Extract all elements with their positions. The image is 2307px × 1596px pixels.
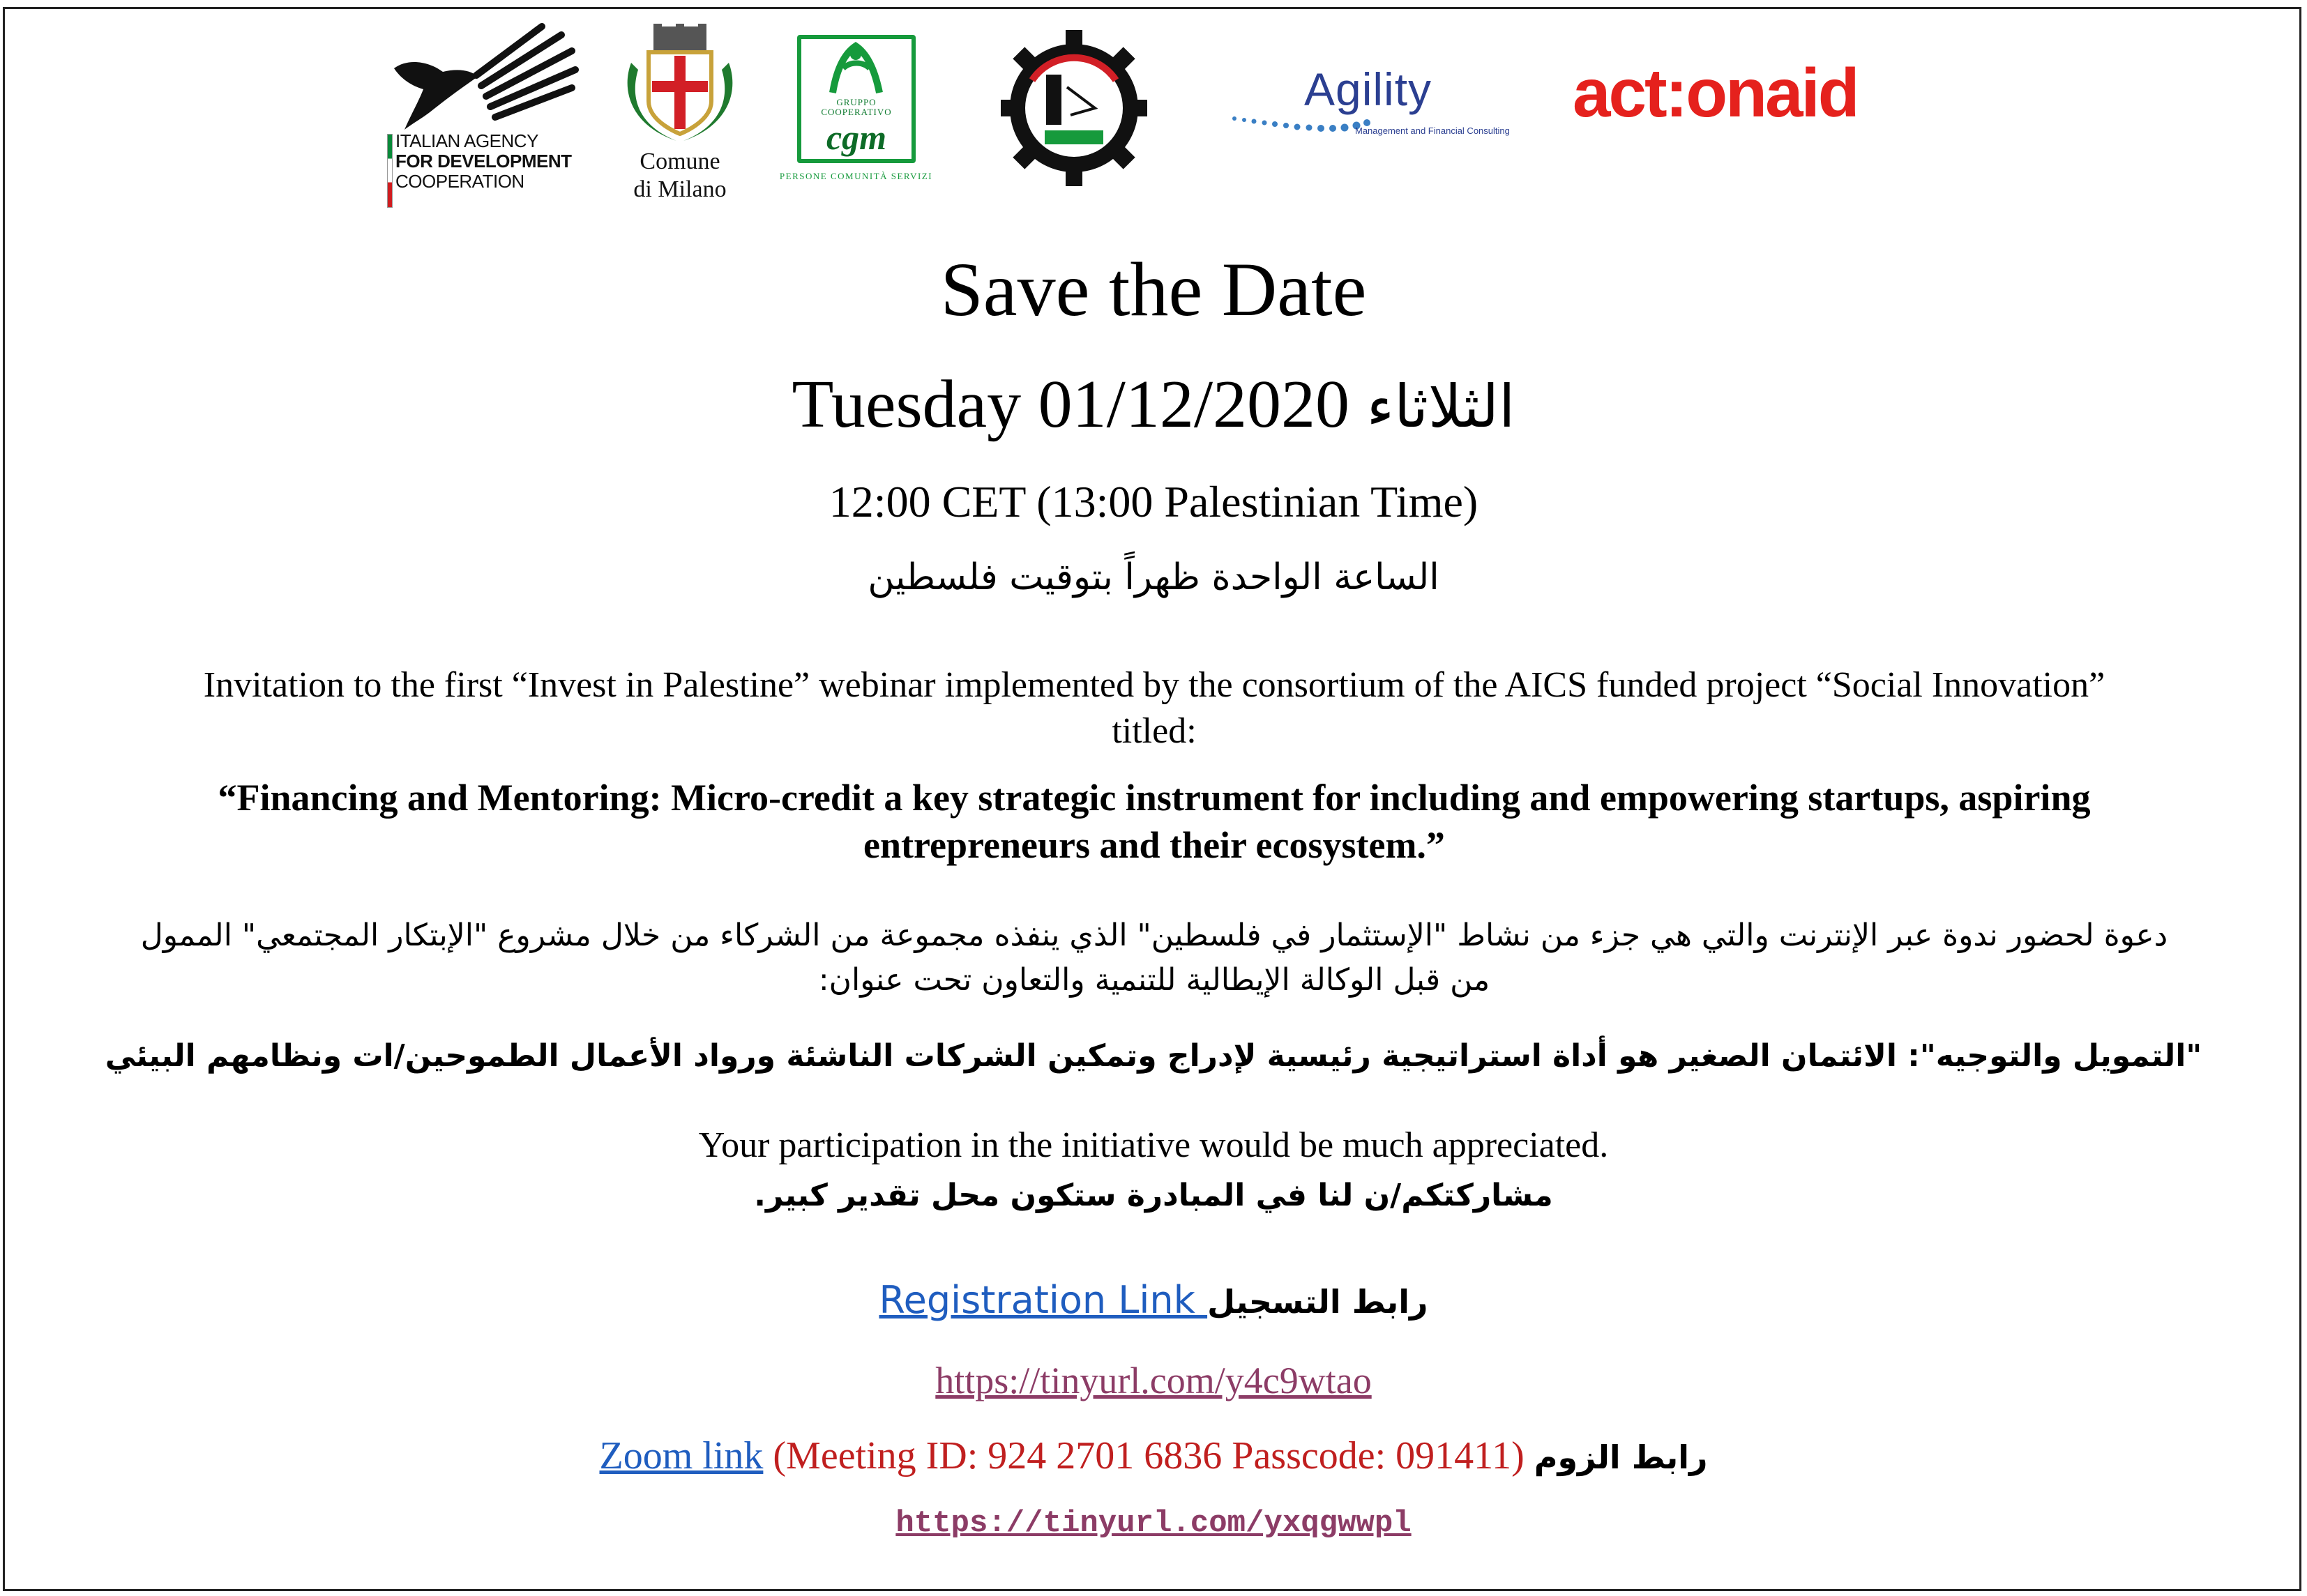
aics-line-2: FOR DEVELOPMENT <box>395 151 572 172</box>
cgm-small-1: GRUPPO <box>836 97 877 107</box>
cgm-small-2: COOPERATIVO <box>821 107 892 117</box>
page-title: Save the Date <box>940 247 1367 332</box>
event-date-en: Tuesday 01/12/2020 <box>792 367 1350 442</box>
zoom-url[interactable]: https://tinyurl.com/yxqgwwpl <box>895 1506 1412 1541</box>
webinar-title-ar: "التمويل والتوجيه": الائتمان الصغير هو أداة استراتيجية رئيسية لإدراج وتمكين الشركات الناشئة ورواد الأعمال الطموحين/ات ونظامهم البيئي <box>105 1038 2202 1074</box>
aics-logo <box>380 20 589 194</box>
coat-of-arms-icon <box>610 21 750 146</box>
appreciation-text-ar: مشاركتكم/ن لنا في المبادرة ستكون محل تقدير كبير. <box>754 1178 1553 1213</box>
aics-line-3: COOPERATION <box>395 171 524 192</box>
event-time-ar: الساعة الواحدة ظهراً بتوقيت فلسطين <box>868 556 1439 598</box>
zoom-row <box>0 1429 2307 1484</box>
invitation-text-en: Invitation to the first “Invest in Palestine” webinar implemented by the consortium of the AICS funded project “Social Innovation” titled: <box>203 665 2105 751</box>
ppu-logo <box>1001 24 1147 192</box>
actionaid-logo: act:onaid <box>1573 54 1858 131</box>
milano-line-2: di Milano <box>633 176 727 202</box>
appreciation-text-en: Your participation in the initiative would be much appreciated. <box>698 1125 1609 1165</box>
zoom-meeting-info: (Meeting ID: 924 2701 6836 Passcode: 091411) <box>763 1434 1534 1477</box>
zoom-link[interactable]: Zoom link <box>599 1434 764 1477</box>
milano-logo <box>610 21 750 202</box>
aics-line-1: ITALIAN AGENCY <box>395 130 538 151</box>
cgm-word: cgm <box>826 118 887 157</box>
agility-subtitle: Management and Financial Consulting <box>1355 126 1510 136</box>
event-date-row <box>0 363 2307 448</box>
cgm-logo <box>764 28 948 188</box>
gear-emblem-icon <box>1001 24 1147 192</box>
registration-link[interactable]: Registration Link <box>879 1278 1208 1322</box>
event-day-ar: الثلاثاء <box>1366 372 1515 441</box>
italian-flag-stripe <box>387 134 393 208</box>
invitation-text-ar: دعوة لحضور ندوة عبر الإنترنت والتي هي جزء من نشاط "الإستثمار في فلسطين" الذي ينفذه مجموعة من الشركاء من خلال مشروع "الإبتكار المجتمعي" الممول من قبل الوكالة الإيطالية للتنمية والتعاون تحت عنوان: <box>140 918 2168 998</box>
registration-row <box>0 1272 2307 1330</box>
cgm-emblem-icon <box>801 40 912 96</box>
aics-logo-text <box>395 131 572 192</box>
milano-line-1: Comune <box>640 149 720 174</box>
cgm-tagline: PERSONE COMUNITÀ SERVIZI <box>779 171 933 181</box>
registration-url[interactable]: https://tinyurl.com/y4c9wtao <box>935 1360 1372 1401</box>
registration-label-ar: رابط التسجيل <box>1207 1283 1428 1321</box>
event-time-en: 12:00 CET (13:00 Palestinian Time) <box>829 477 1478 526</box>
cgm-frame <box>797 35 916 163</box>
agility-word: Agility <box>1304 63 1432 115</box>
dove-icon <box>380 20 589 131</box>
webinar-title-en: “Financing and Mentoring: Micro-credit a key strategic instrument for including and empowering startups, aspiring entrepreneurs and their ecosystem.” <box>218 777 2091 866</box>
zoom-label-ar: رابط الزوم <box>1534 1438 1708 1476</box>
agility-logo <box>1227 56 1520 160</box>
